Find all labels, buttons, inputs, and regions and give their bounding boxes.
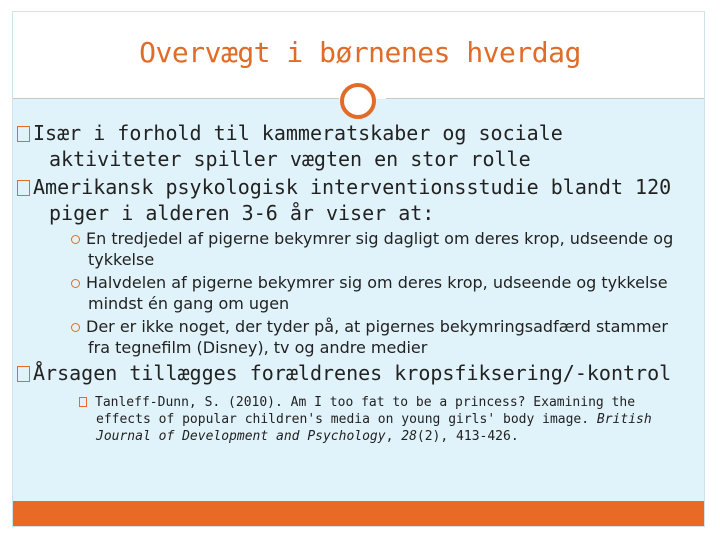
ring-bullet-icon [71,235,80,244]
sub-bullet-text: En tredjedel af pigerne bekymrer sig dagligt om deres krop, udseende og tykkelse [86,229,674,269]
sub-bullet-item [13,272,693,314]
slide-content [13,120,693,445]
title-divider-left [13,98,339,99]
square-bullet-icon [17,366,30,382]
reference-journal: British Journal of Development and Psychology [96,412,652,444]
reference-text: Tanleff-Dunn, S. (2010). Am I too fat to be a princess? Examining the effects of popular children's media on young girls' body image. [95,395,636,427]
bullet-text: Især i forhold til kammeratskaber og sociale aktiviteter spiller vægten en stor rolle [33,121,563,171]
sub-bullet-text: Halvdelen af pigerne bekymrer sig om deres krop, udseende og tykkelse mindst én gang om ugen [86,273,668,313]
footer-bar [13,501,704,526]
bullet-text: Årsagen tillægges forældrenes kropsfiksering/-kontrol [33,361,672,385]
sub-bullet-item [13,228,693,270]
reference-separator: , [385,429,402,444]
reference-item [13,394,693,445]
square-bullet-icon [79,397,87,407]
sub-bullet-item [13,316,693,358]
square-bullet-icon [17,126,30,142]
bullet-item [13,174,693,226]
bullet-text: Amerikansk psykologisk interventionsstudie blandt 120 piger i alderen 3-6 år viser at: [33,175,672,225]
circle-ornament-icon [340,83,376,119]
ring-bullet-icon [71,279,80,288]
bullet-item [13,120,693,172]
reference-volume: 28 [401,429,417,444]
square-bullet-icon [17,180,30,196]
reference-pages: (2), 413-426. [416,429,519,444]
ring-bullet-icon [71,323,80,332]
sub-bullet-text: Der er ikke noget, der tyder på, at pigernes bekymringsadfærd stammer fra tegnefilm (Disney), tv og andre medier [86,317,668,357]
title-divider-right [386,98,704,99]
slide-title: Overvægt i børnenes hverdag [139,36,581,69]
bullet-item [13,360,693,386]
